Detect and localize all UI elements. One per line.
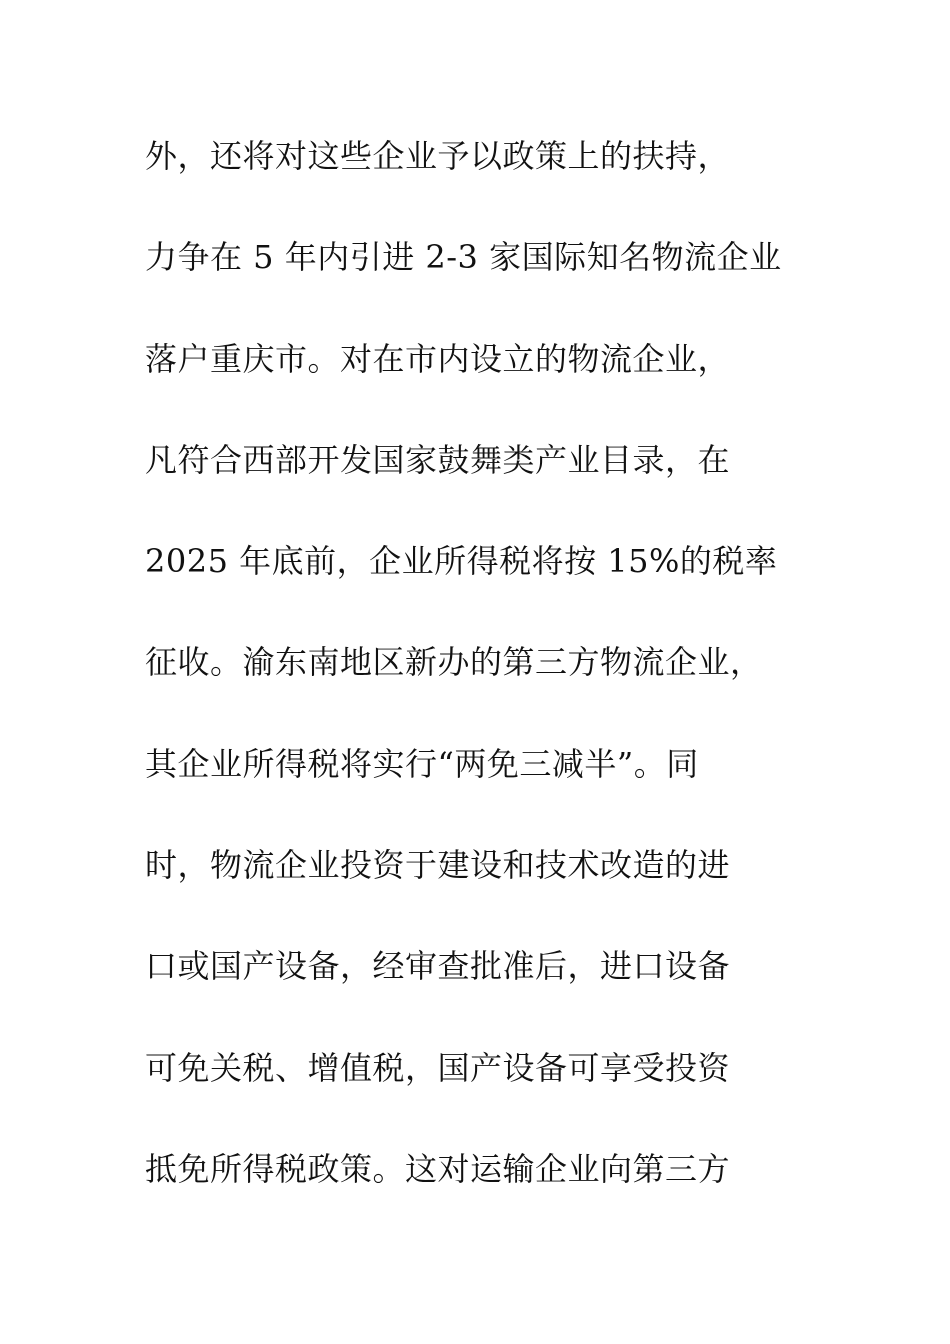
text-line: 2025 年底前，企业所得税将按 15%的税率 <box>145 542 778 581</box>
text-line: 力争在 5 年内引进 2-3 家国际知名物流企业 <box>145 238 782 277</box>
text-line: 凡符合西部开发国家鼓舞类产业目录，在 <box>145 440 731 479</box>
body-text <box>145 126 825 1240</box>
text-line: 口或国产设备，经审查批准后，进口设备 <box>145 947 731 986</box>
text-line: 可免关税、增值税，国产设备可享受投资 <box>145 1048 731 1087</box>
text-line: 落户重庆市。对在市内设立的物流企业， <box>145 339 731 378</box>
text-line: 时，物流企业投资于建设和技术改造的进 <box>145 846 731 885</box>
text-line: 抵免所得税政策。这对运输企业向第三方 <box>145 1149 731 1188</box>
text-line: 征收。渝东南地区新办的第三方物流企业， <box>145 643 763 682</box>
text-line: 其企业所得税将实行“两免三减半”。同 <box>145 744 699 783</box>
text-line: 外，还将对这些企业予以政策上的扶持， <box>145 137 731 175</box>
